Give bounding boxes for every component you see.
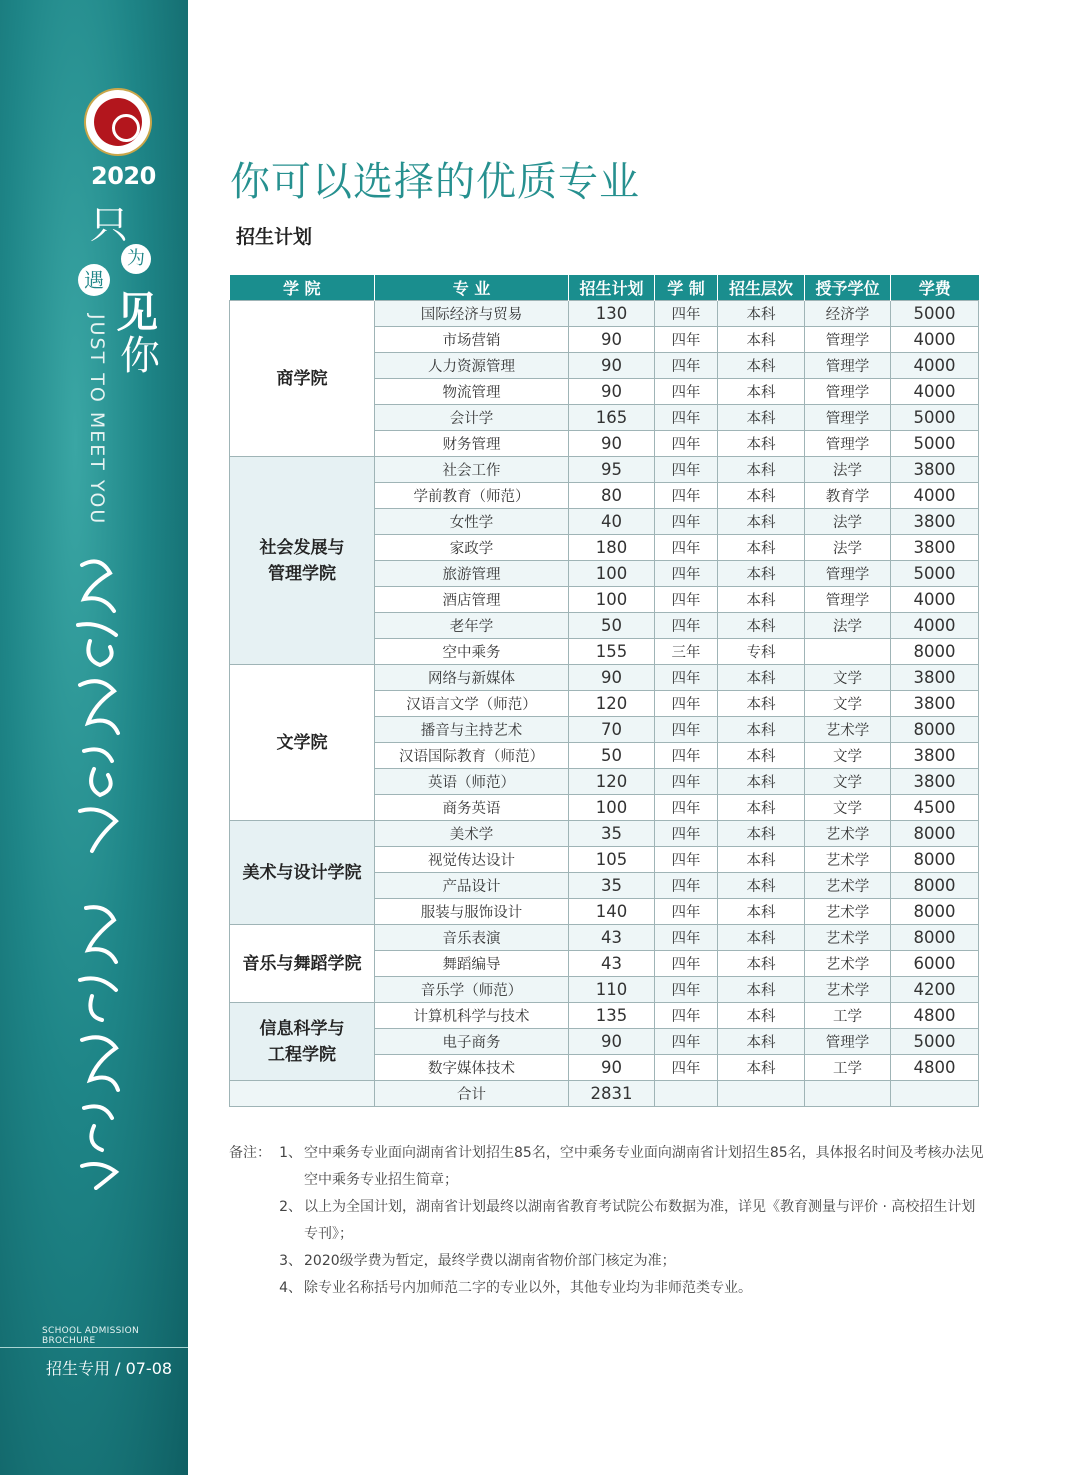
college-cell (230, 821, 375, 925)
duration-cell: 四年 (655, 873, 718, 899)
degree-cell: 艺术学 (805, 821, 891, 847)
tuition-cell: 8000 (891, 899, 979, 925)
degree-cell: 艺术学 (805, 717, 891, 743)
major-cell: 汉语言文学（师范） (375, 691, 569, 717)
calligraphy-decoration-1 (70, 555, 130, 855)
level-cell: 本科 (718, 795, 805, 821)
level-cell: 本科 (718, 691, 805, 717)
college-name: 工程学院 (268, 1044, 336, 1065)
quota-cell: 35 (569, 821, 655, 847)
quota-cell: 35 (569, 873, 655, 899)
college-cell (230, 1003, 375, 1081)
column-header: 招生层次 (718, 275, 805, 301)
college-name: 商学院 (276, 368, 328, 389)
college-name: 管理学院 (268, 563, 336, 584)
major-cell: 音乐表演 (375, 925, 569, 951)
tuition-cell: 4000 (891, 327, 979, 353)
duration-cell: 三年 (655, 639, 718, 665)
college-cell (230, 925, 375, 1003)
major-cell: 国际经济与贸易 (375, 301, 569, 327)
duration-cell: 四年 (655, 587, 718, 613)
level-cell: 本科 (718, 405, 805, 431)
note-text: 除专业名称括号内加师范二字的专业以外，其他专业均为非师范类专业。 (304, 1280, 752, 1296)
major-cell: 酒店管理 (375, 587, 569, 613)
level-cell: 本科 (718, 457, 805, 483)
tuition-cell: 4000 (891, 379, 979, 405)
tuition-cell: 8000 (891, 925, 979, 951)
duration-cell: 四年 (655, 717, 718, 743)
slogan-char-3: 遇 (78, 264, 110, 296)
calligraphy-decoration-2 (70, 900, 130, 1190)
quota-cell: 90 (569, 1029, 655, 1055)
duration-cell: 四年 (655, 977, 718, 1003)
duration-cell: 四年 (655, 743, 718, 769)
college-name: 社会发展与 (259, 537, 345, 558)
level-cell: 本科 (718, 717, 805, 743)
sidebar-divider (0, 1347, 188, 1348)
school-logo (86, 90, 150, 154)
degree-cell: 管理学 (805, 1029, 891, 1055)
degree-cell (805, 639, 891, 665)
brochure-label: SCHOOL ADMISSION BROCHURE (42, 1326, 140, 1346)
quota-cell: 90 (569, 353, 655, 379)
major-cell: 财务管理 (375, 431, 569, 457)
major-cell: 社会工作 (375, 457, 569, 483)
tuition-cell: 5000 (891, 1029, 979, 1055)
slogan-english: JUST TO MEET YOU (86, 314, 108, 526)
table-row (230, 821, 979, 847)
quota-cell: 120 (569, 769, 655, 795)
quota-cell: 90 (569, 327, 655, 353)
degree-cell: 文学 (805, 665, 891, 691)
slogan-char-2: 为 (121, 244, 151, 274)
degree-cell: 文学 (805, 691, 891, 717)
college-name: 信息科学与 (259, 1018, 345, 1039)
major-cell: 市场营销 (375, 327, 569, 353)
tuition-cell: 6000 (891, 951, 979, 977)
quota-cell: 140 (569, 899, 655, 925)
note-item (229, 1248, 989, 1275)
duration-cell: 四年 (655, 769, 718, 795)
enrollment-plan-table (229, 275, 979, 1107)
duration-cell: 四年 (655, 405, 718, 431)
tuition-cell: 8000 (891, 639, 979, 665)
degree-cell: 文学 (805, 743, 891, 769)
degree-cell: 艺术学 (805, 899, 891, 925)
duration-cell: 四年 (655, 821, 718, 847)
degree-cell: 艺术学 (805, 847, 891, 873)
duration-cell: 四年 (655, 483, 718, 509)
notes-head: 备注： (229, 1145, 271, 1161)
level-cell: 本科 (718, 535, 805, 561)
duration-cell: 四年 (655, 509, 718, 535)
college-name: 文学院 (276, 732, 328, 753)
tuition-cell: 3800 (891, 535, 979, 561)
quota-cell: 70 (569, 717, 655, 743)
level-cell: 本科 (718, 613, 805, 639)
tuition-cell: 3800 (891, 691, 979, 717)
note-item (229, 1194, 989, 1248)
note-text: 2020级学费为暂定，最终学费以湖南省物价部门核定为准； (304, 1253, 676, 1269)
major-cell: 数字媒体技术 (375, 1055, 569, 1081)
tuition-cell: 5000 (891, 405, 979, 431)
major-cell: 家政学 (375, 535, 569, 561)
duration-cell: 四年 (655, 561, 718, 587)
quota-cell: 80 (569, 483, 655, 509)
degree-cell: 艺术学 (805, 925, 891, 951)
note-item (229, 1140, 989, 1194)
quota-cell: 90 (569, 665, 655, 691)
level-cell: 本科 (718, 509, 805, 535)
college-name: 音乐与舞蹈学院 (242, 953, 362, 974)
level-cell: 本科 (718, 769, 805, 795)
column-header: 学 制 (655, 275, 718, 301)
column-header: 授予学位 (805, 275, 891, 301)
quota-cell: 40 (569, 509, 655, 535)
quota-cell: 180 (569, 535, 655, 561)
major-cell: 计算机科学与技术 (375, 1003, 569, 1029)
level-cell: 本科 (718, 873, 805, 899)
table-row (230, 1003, 979, 1029)
tuition-cell: 3800 (891, 457, 979, 483)
degree-cell: 工学 (805, 1055, 891, 1081)
degree-cell: 管理学 (805, 353, 891, 379)
quota-cell: 100 (569, 795, 655, 821)
level-cell: 本科 (718, 1003, 805, 1029)
level-cell: 专科 (718, 639, 805, 665)
degree-cell: 文学 (805, 769, 891, 795)
total-row (230, 1081, 979, 1107)
table-row (230, 457, 979, 483)
sidebar (0, 0, 188, 1475)
college-cell (230, 665, 375, 821)
quota-cell: 165 (569, 405, 655, 431)
degree-cell: 管理学 (805, 327, 891, 353)
tuition-cell: 8000 (891, 847, 979, 873)
level-cell: 本科 (718, 899, 805, 925)
degree-cell: 管理学 (805, 587, 891, 613)
degree-cell: 管理学 (805, 561, 891, 587)
major-cell: 商务英语 (375, 795, 569, 821)
slogan-char-5: 你 (120, 333, 160, 379)
level-cell: 本科 (718, 483, 805, 509)
degree-cell: 教育学 (805, 483, 891, 509)
year-label: 2020 (91, 162, 156, 190)
major-cell: 汉语国际教育（师范） (375, 743, 569, 769)
level-cell: 本科 (718, 665, 805, 691)
major-cell: 音乐学（师范） (375, 977, 569, 1003)
degree-cell: 管理学 (805, 431, 891, 457)
major-cell: 播音与主持艺术 (375, 717, 569, 743)
degree-cell: 工学 (805, 1003, 891, 1029)
major-cell: 女性学 (375, 509, 569, 535)
note-number: 3、 (279, 1253, 302, 1269)
level-cell: 本科 (718, 301, 805, 327)
level-cell: 本科 (718, 925, 805, 951)
degree-cell: 管理学 (805, 405, 891, 431)
tuition-cell: 4000 (891, 353, 979, 379)
tuition-cell: 4800 (891, 1003, 979, 1029)
duration-cell: 四年 (655, 1055, 718, 1081)
column-header: 学 院 (230, 275, 375, 301)
column-header: 招生计划 (569, 275, 655, 301)
college-name: 美术与设计学院 (242, 862, 362, 883)
tuition-cell: 3800 (891, 665, 979, 691)
table-row (230, 301, 979, 327)
quota-cell: 50 (569, 613, 655, 639)
major-cell: 网络与新媒体 (375, 665, 569, 691)
major-cell: 旅游管理 (375, 561, 569, 587)
quota-cell: 155 (569, 639, 655, 665)
page-title: 你可以选择的优质专业 (230, 159, 640, 205)
degree-cell: 艺术学 (805, 873, 891, 899)
tuition-cell: 3800 (891, 743, 979, 769)
major-cell: 老年学 (375, 613, 569, 639)
quota-cell: 90 (569, 379, 655, 405)
degree-cell: 文学 (805, 795, 891, 821)
college-cell (230, 457, 375, 665)
duration-cell: 四年 (655, 691, 718, 717)
duration-cell: 四年 (655, 899, 718, 925)
quota-cell: 43 (569, 925, 655, 951)
tuition-cell: 4000 (891, 483, 979, 509)
note-number: 2、 (279, 1199, 302, 1215)
tuition-cell: 8000 (891, 821, 979, 847)
quota-cell: 100 (569, 561, 655, 587)
table-row (230, 665, 979, 691)
major-cell: 产品设计 (375, 873, 569, 899)
major-cell: 舞蹈编导 (375, 951, 569, 977)
tuition-cell: 5000 (891, 431, 979, 457)
tuition-cell: 5000 (891, 301, 979, 327)
section-subtitle: 招生计划 (236, 226, 313, 248)
quota-cell: 120 (569, 691, 655, 717)
major-cell: 会计学 (375, 405, 569, 431)
major-cell: 视觉传达设计 (375, 847, 569, 873)
degree-cell: 经济学 (805, 301, 891, 327)
table-header-row (230, 275, 979, 301)
level-cell: 本科 (718, 1029, 805, 1055)
duration-cell: 四年 (655, 925, 718, 951)
duration-cell: 四年 (655, 457, 718, 483)
level-cell: 本科 (718, 821, 805, 847)
page-footer-label: 招生专用 / 07-08 (46, 1359, 173, 1378)
duration-cell: 四年 (655, 1003, 718, 1029)
duration-cell: 四年 (655, 431, 718, 457)
level-cell: 本科 (718, 977, 805, 1003)
major-cell: 物流管理 (375, 379, 569, 405)
level-cell: 本科 (718, 353, 805, 379)
quota-cell: 50 (569, 743, 655, 769)
degree-cell: 艺术学 (805, 977, 891, 1003)
major-cell: 服装与服饰设计 (375, 899, 569, 925)
slogan-char-1: 只 (90, 203, 129, 247)
duration-cell: 四年 (655, 379, 718, 405)
degree-cell: 法学 (805, 509, 891, 535)
note-number: 1、 (279, 1145, 302, 1161)
slogan-char-4: 见 (116, 288, 159, 337)
college-cell (230, 301, 375, 457)
tuition-cell: 4000 (891, 587, 979, 613)
note-text: 以上为全国计划，湖南省计划最终以湖南省教育考试院公布数据为准，详见《教育测量与评价 · 高校招生计划专刊》； (304, 1199, 976, 1242)
major-cell: 电子商务 (375, 1029, 569, 1055)
degree-cell: 法学 (805, 535, 891, 561)
tuition-cell: 3800 (891, 509, 979, 535)
quota-cell: 110 (569, 977, 655, 1003)
notes-section (229, 1140, 989, 1302)
duration-cell: 四年 (655, 535, 718, 561)
duration-cell: 四年 (655, 665, 718, 691)
tuition-cell: 8000 (891, 873, 979, 899)
column-header: 学费 (891, 275, 979, 301)
quota-cell: 105 (569, 847, 655, 873)
quota-cell: 43 (569, 951, 655, 977)
level-cell: 本科 (718, 587, 805, 613)
level-cell: 本科 (718, 431, 805, 457)
quota-cell: 100 (569, 587, 655, 613)
tuition-cell: 3800 (891, 769, 979, 795)
duration-cell: 四年 (655, 301, 718, 327)
note-text: 空中乘务专业面向湖南省计划招生85名，空中乘务专业面向湖南省计划招生85名，具体报名时间及考核办法见空中乘务专业招生简章； (304, 1145, 984, 1188)
level-cell: 本科 (718, 327, 805, 353)
duration-cell: 四年 (655, 951, 718, 977)
major-cell: 空中乘务 (375, 639, 569, 665)
major-cell: 人力资源管理 (375, 353, 569, 379)
level-cell: 本科 (718, 561, 805, 587)
column-header: 专 业 (375, 275, 569, 301)
major-cell: 美术学 (375, 821, 569, 847)
major-cell: 英语（师范） (375, 769, 569, 795)
level-cell: 本科 (718, 951, 805, 977)
duration-cell: 四年 (655, 847, 718, 873)
duration-cell: 四年 (655, 327, 718, 353)
degree-cell: 管理学 (805, 379, 891, 405)
table-row (230, 925, 979, 951)
quota-cell: 95 (569, 457, 655, 483)
duration-cell: 四年 (655, 1029, 718, 1055)
degree-cell: 艺术学 (805, 951, 891, 977)
note-number: 4、 (279, 1280, 302, 1296)
degree-cell: 法学 (805, 613, 891, 639)
tuition-cell: 4000 (891, 613, 979, 639)
total-value: 2831 (569, 1081, 655, 1107)
major-cell: 学前教育（师范） (375, 483, 569, 509)
table-body (230, 301, 979, 1107)
duration-cell: 四年 (655, 353, 718, 379)
quota-cell: 130 (569, 301, 655, 327)
tuition-cell: 8000 (891, 717, 979, 743)
degree-cell: 法学 (805, 457, 891, 483)
duration-cell: 四年 (655, 613, 718, 639)
tuition-cell: 4800 (891, 1055, 979, 1081)
duration-cell: 四年 (655, 795, 718, 821)
note-item (229, 1275, 989, 1302)
quota-cell: 135 (569, 1003, 655, 1029)
level-cell: 本科 (718, 743, 805, 769)
tuition-cell: 4500 (891, 795, 979, 821)
level-cell: 本科 (718, 1055, 805, 1081)
quota-cell: 90 (569, 1055, 655, 1081)
total-label: 合计 (375, 1081, 569, 1107)
tuition-cell: 4200 (891, 977, 979, 1003)
tuition-cell: 5000 (891, 561, 979, 587)
level-cell: 本科 (718, 847, 805, 873)
quota-cell: 90 (569, 431, 655, 457)
level-cell: 本科 (718, 379, 805, 405)
